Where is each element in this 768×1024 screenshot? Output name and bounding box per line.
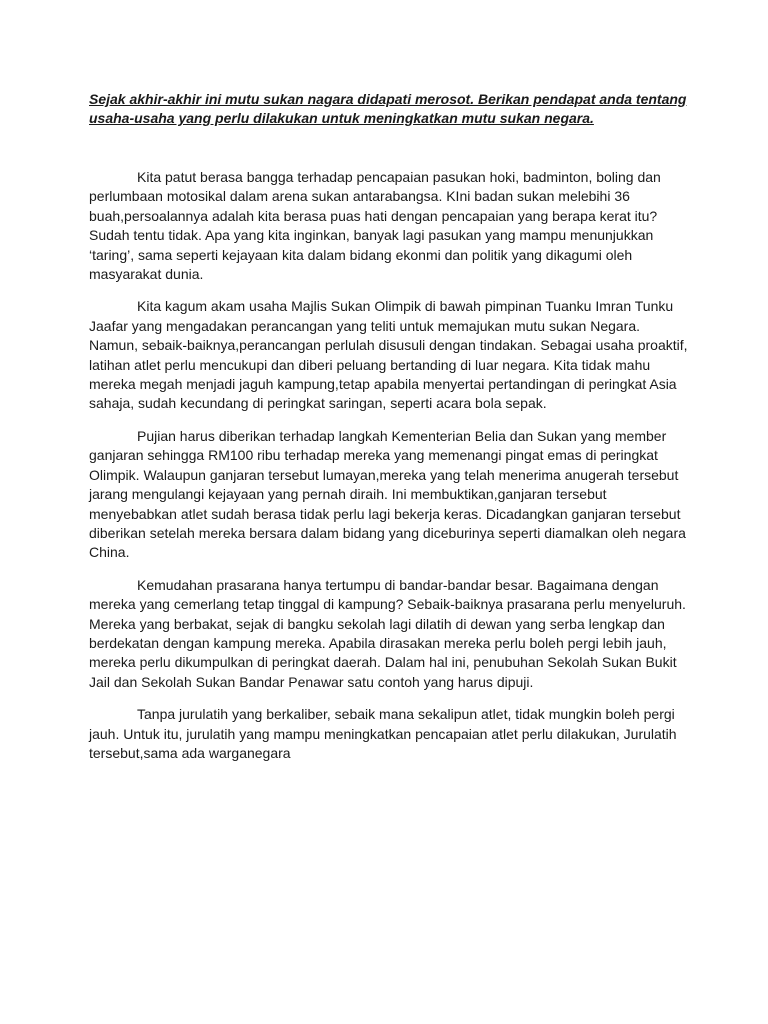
paragraph-4: Kemudahan prasarana hanya tertumpu di bandar-bandar besar. Bagaimana dengan mereka yang cemerlang tetap tinggal di kampung? Sebaik-baiknya prasarana perlu menyeluruh. Mereka yang berbakat, sejak di bangku sekolah lagi dilatih di dewan yang serba lengkap dan berdekatan dengan kampung mereka. Apabila dirasakan mereka perlu boleh pergi lebih jauh, mereka perlu dikumpulkan di peringkat daerah. Dalam hal ini, penubuhan Sekolah Sukan Bukit Jail dan Sekolah Sukan Bandar Penawar satu contoh yang harus dipuji. [89, 576, 686, 690]
paragraph-1: Kita patut berasa bangga terhadap pencapaian pasukan hoki, badminton, boling dan perlumbaan motosikal dalam arena sukan antarabangsa. KIni badan sukan melebihi 36 buah,persoalannya adalah kita berasa puas hati dengan pencapaian yang berapa kerat itu? Sudah tentu tidak. Apa yang kita inginkan, banyak lagi pasukan yang mampu menunjukkan ‘taring’, sama seperti kejayaan kita dalam bidang ekonmi dan politik yang dikagumi oleh masyarakat dunia. [89, 169, 661, 283]
document-content [89, 90, 689, 776]
paragraph-2: Kita kagum akam usaha Majlis Sukan Olimpik di bawah pimpinan Tuanku Imran Tunku Jaafar yang mengadakan perancangan yang teliti untuk memajukan mutu sukan Negara. Namun, sebaik-baiknya,perancangan perlulah disusuli dengan tindakan. Sebagai usaha proaktif, latihan atlet perlu mencukupi dan diberi peluang bertanding di luar negara. Kita tidak mahu mereka megah menjadi jaguh kampung,tetap apabila menyertai pertandingan di peringkat Asia sahaja, sudah kecundang di peringkat saringan, seperti acara bola sepak. [89, 298, 688, 412]
essay-body [89, 168, 689, 763]
essay-question-title: Sejak akhir-akhir ini mutu sukan nagara didapati merosot. Berikan pendapat anda tentang usaha-usaha yang perlu dilakukan untuk meningkatkan mutu sukan negara. [89, 91, 687, 126]
paragraph-3: Pujian harus diberikan terhadap langkah Kementerian Belia dan Sukan yang member ganjaran sehingga RM100 ribu terhadap mereka yang memenangi pingat emas di peringkat Olimpik. Walaupun ganjaran tersebut lumayan,mereka yang telah menerima anugerah tersebut jarang mengulangi kejayaan yang pernah diraih. Ini membuktikan,ganjaran tersebut menyebabkan atlet sudah berasa tidak perlu lagi bekerja keras. Dicadangkan ganjaran tersebut diberikan setelah mereka bersara dalam bidang yang diceburinya seperti diamalkan oleh negara China. [89, 427, 686, 561]
paragraph-5: Tanpa jurulatih yang berkaliber, sebaik mana sekalipun atlet, tidak mungkin boleh pergi jauh. Untuk itu, jurulatih yang mampu meningkatkan pencapaian atlet perlu dilakukan, Jurulatih tersebut,sama ada warganegara [89, 706, 677, 761]
